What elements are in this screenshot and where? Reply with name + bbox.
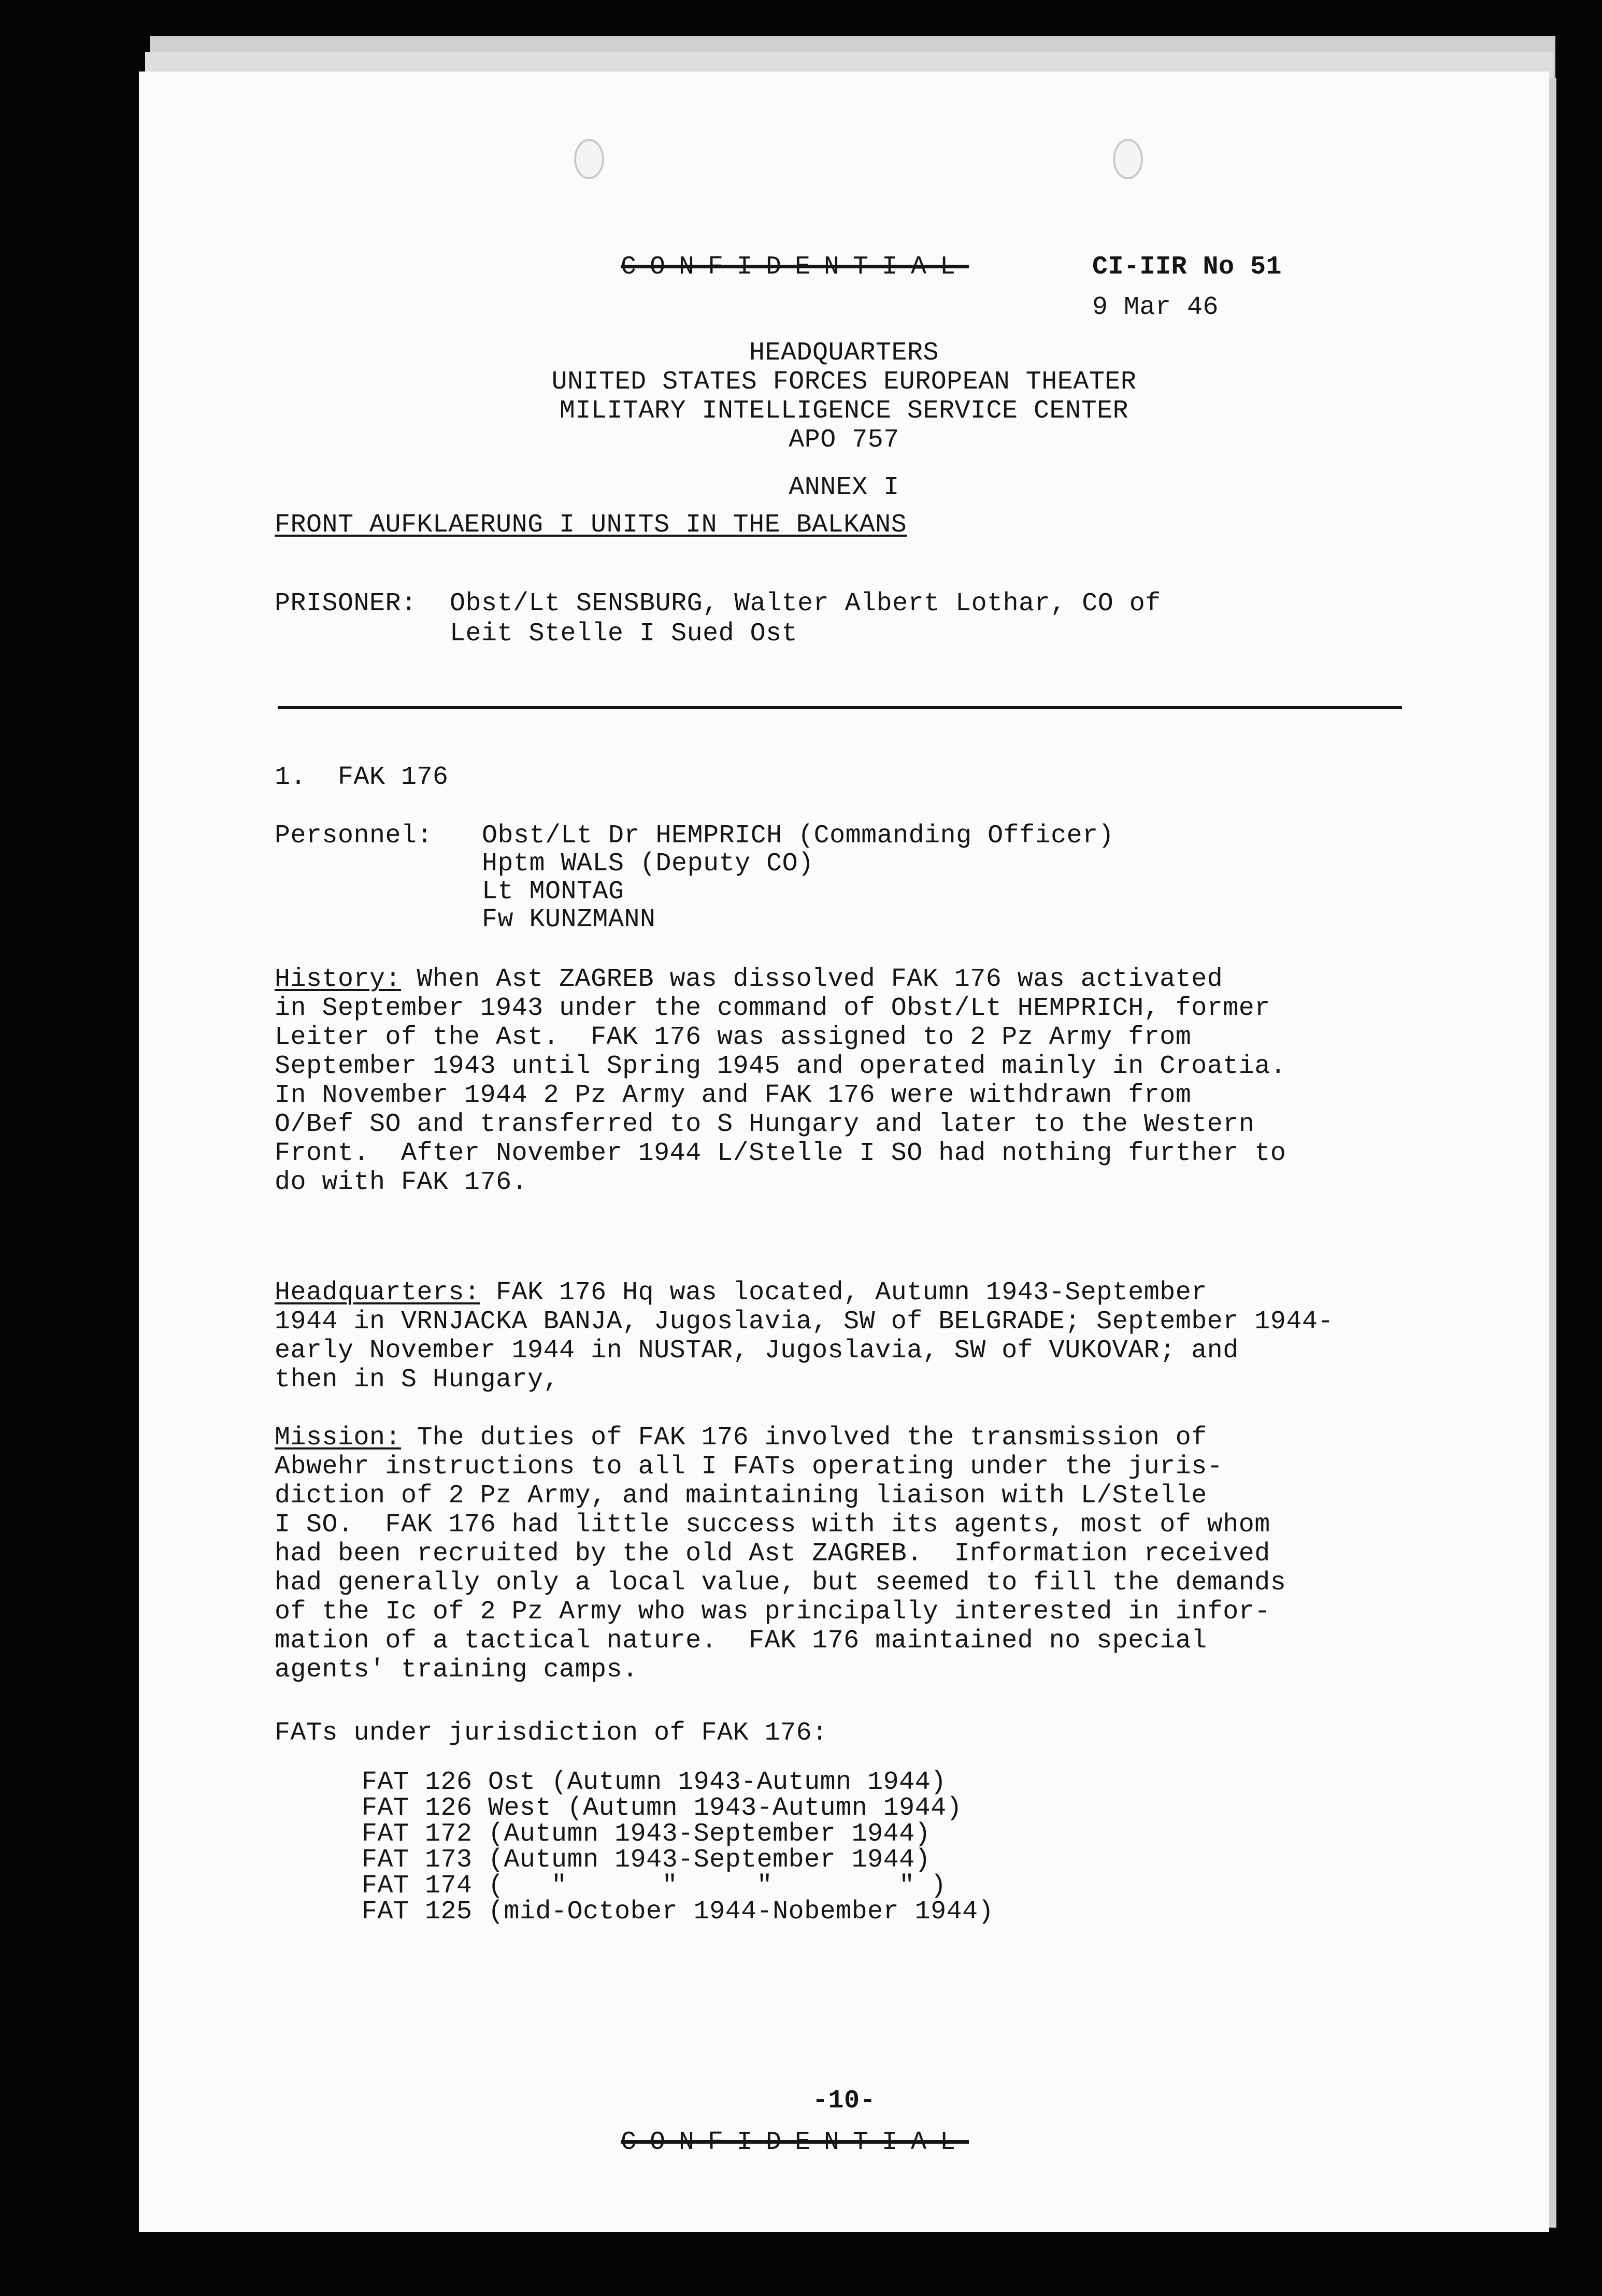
mission-line: The duties of FAK 176 involved the transmission of (401, 1423, 1207, 1453)
headquarters-paragraph (275, 1279, 1539, 1395)
subject-title: FRONT AUFKLAERUNG I UNITS IN THE BALKANS (275, 510, 907, 540)
hq-line-2: UNITED STATES FORCES EUROPEAN THEATER (551, 367, 1137, 397)
mission-line: agents' training camps. (275, 1655, 638, 1685)
mission-line: had been recruited by the old Ast ZAGREB. Information received (275, 1539, 1270, 1569)
history-label: History: (275, 965, 402, 994)
annex-title: ANNEX I (789, 473, 899, 503)
history-line: do with FAK 176. (275, 1168, 528, 1197)
prisoner-line-2: Leit Stelle I Sued Ost (450, 619, 798, 649)
mission-paragraph (275, 1424, 1539, 1685)
page-number: -10- (812, 2086, 876, 2116)
history-line: Front. After November 1944 L/Stelle I SO had nothing further to (275, 1139, 1286, 1168)
mission-label: Mission: (275, 1423, 402, 1453)
history-paragraph (275, 965, 1539, 1197)
report-number: CI-IIR No 51 (1092, 252, 1282, 282)
fat-item: FAT 126 West (Autumn 1943-Autumn 1944) (362, 1793, 963, 1823)
personnel-item: Lt MONTAG (482, 877, 624, 907)
report-date: 9 Mar 46 (1092, 293, 1219, 322)
fat-item: FAT 172 (Autumn 1943-September 1944) (362, 1819, 931, 1849)
personnel-item: Fw KUNZMANN (482, 905, 656, 935)
punch-hole-right (1113, 139, 1143, 179)
headquarters-line: early November 1944 in NUSTAR, Jugoslavia, SW of VUKOVAR; and (275, 1336, 1239, 1366)
hq-line-1: HEADQUARTERS (749, 338, 939, 368)
mission-line: of the Ic of 2 Pz Army who was principally interested in infor- (275, 1597, 1270, 1627)
headquarters-line: 1944 in VRNJACKA BANJA, Jugoslavia, SW of BELGRADE; September 1944- (275, 1307, 1334, 1337)
fat-item: FAT 173 (Autumn 1943-September 1944) (362, 1845, 931, 1875)
hq-line-3: MILITARY INTELLIGENCE SERVICE CENTER (559, 396, 1129, 426)
mission-line: diction of 2 Pz Army, and maintaining liaison with L/Stelle (275, 1481, 1207, 1511)
page-edge-right (1549, 78, 1556, 2228)
history-line: When Ast ZAGREB was dissolved FAK 176 was activated (401, 965, 1223, 994)
history-line: O/Bef SO and transferred to S Hungary and later to the Western (275, 1110, 1255, 1139)
classification-bottom: CONFIDENTIAL (621, 2128, 969, 2157)
personnel-item: Obst/Lt Dr HEMPRICH (Commanding Officer) (482, 821, 1114, 851)
headquarters-label: Headquarters: (275, 1278, 480, 1308)
mission-line: Abwehr instructions to all I FATs operating under the juris- (275, 1452, 1223, 1482)
personnel-label: Personnel: (275, 821, 433, 851)
mission-line: I SO. FAK 176 had little success with its agents, most of whom (275, 1510, 1270, 1540)
separator-line (278, 706, 1402, 709)
prisoner-label: PRISONER: (275, 589, 417, 619)
headquarters-line: then in S Hungary, (275, 1365, 560, 1395)
fat-item: FAT 125 (mid-October 1944-Nobember 1944) (362, 1897, 994, 1927)
mission-line: had generally only a local value, but seemed to fill the demands (275, 1568, 1286, 1598)
prisoner-line-1: Obst/Lt SENSBURG, Walter Albert Lothar, CO of (450, 589, 1161, 619)
document-page (139, 71, 1549, 2232)
fat-item: FAT 126 Ost (Autumn 1943-Autumn 1944) (362, 1768, 947, 1797)
fats-heading: FATs under jurisdiction of FAK 176: (275, 1718, 828, 1748)
personnel-item: Hptm WALS (Deputy CO) (482, 849, 814, 879)
headquarters-line: FAK 176 Hq was located, Autumn 1943-September (480, 1278, 1207, 1308)
history-line: in September 1943 under the command of Obst/Lt HEMPRICH, former (275, 994, 1270, 1023)
history-line: Leiter of the Ast. FAK 176 was assigned to 2 Pz Army from (275, 1023, 1192, 1052)
section-heading: 1. FAK 176 (275, 763, 449, 792)
history-line: September 1943 until Spring 1945 and operated mainly in Croatia. (275, 1052, 1286, 1081)
classification-top: CONFIDENTIAL (621, 252, 969, 282)
mission-line: mation of a tactical nature. FAK 176 maintained no special (275, 1626, 1207, 1656)
fat-item: FAT 174 ( " " " " ) (362, 1871, 947, 1901)
fats-list (362, 1770, 994, 1925)
punch-hole-left (574, 139, 604, 179)
history-line: In November 1944 2 Pz Army and FAK 176 were withdrawn from (275, 1081, 1192, 1110)
hq-line-4: APO 757 (789, 425, 899, 455)
